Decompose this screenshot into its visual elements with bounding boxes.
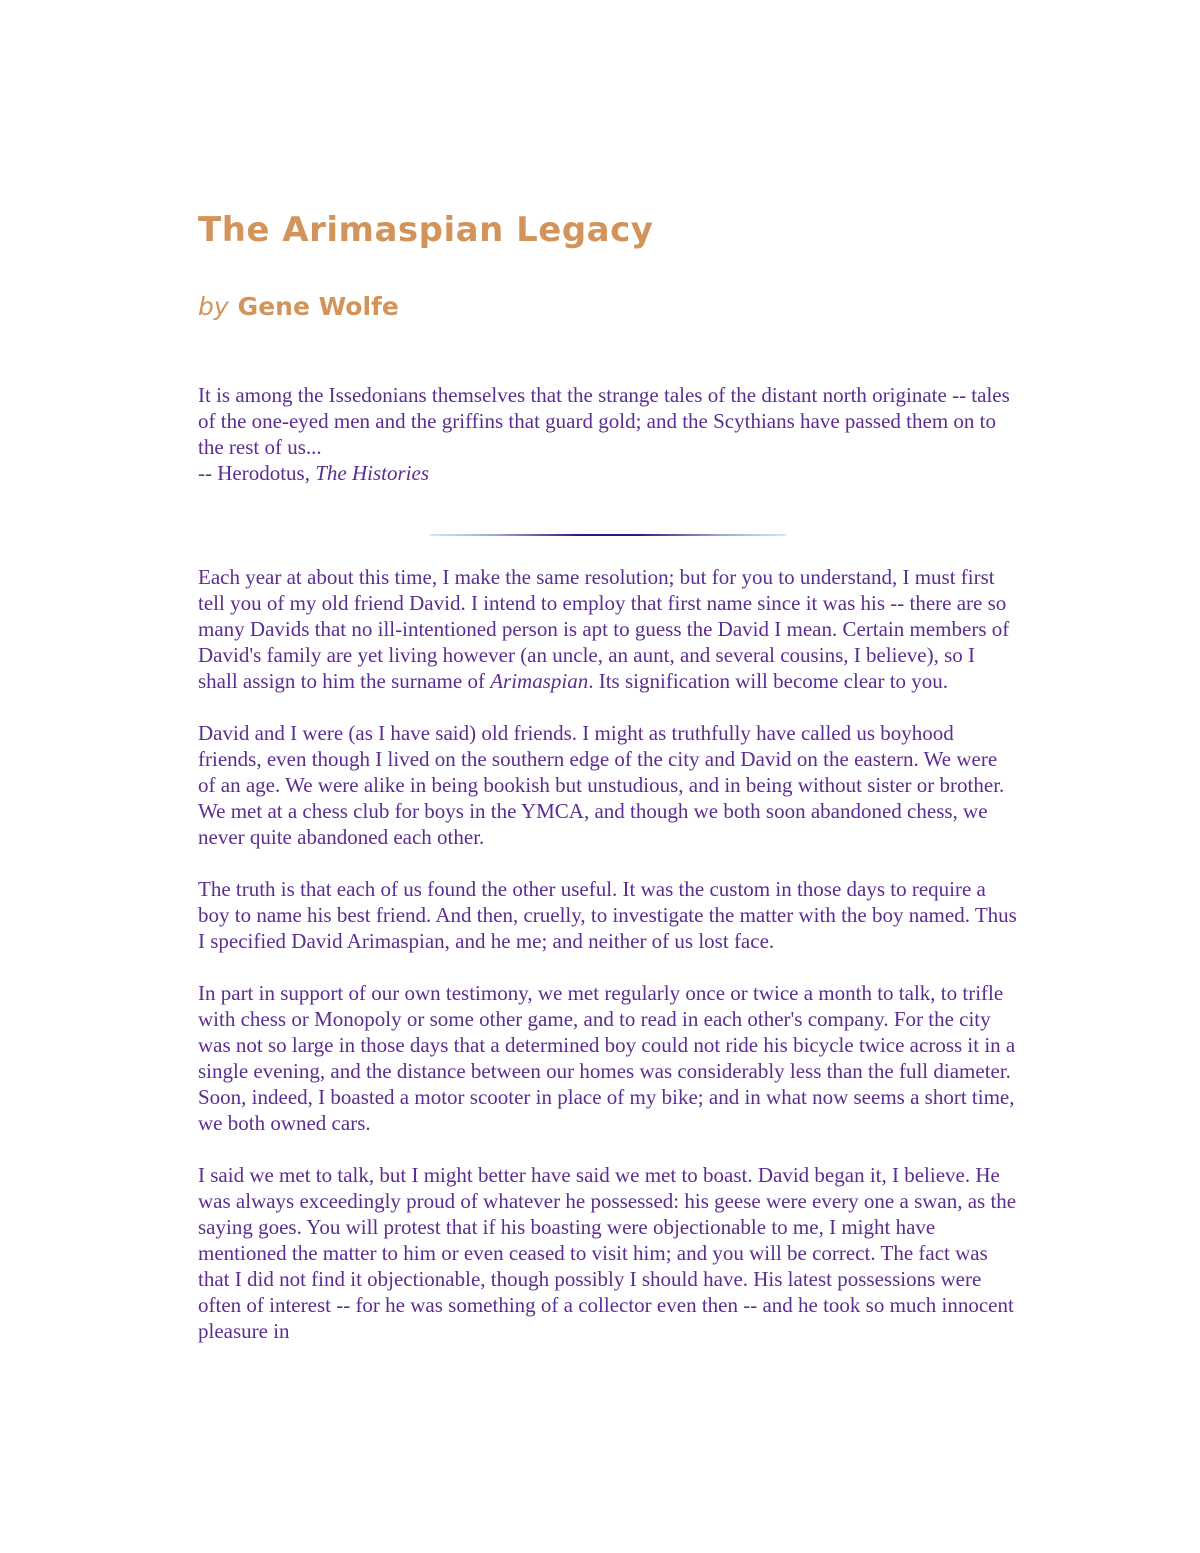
- story-paragraph: [198, 564, 1018, 694]
- story-paragraph: [198, 720, 1018, 850]
- story-paragraph: [198, 876, 1018, 954]
- epigraph-quote: It is among the Issedonians themselves that the strange tales of the distant north originate -- tales of the one-eyed men and the griffins that guard gold; and the Scythians have passed them on to the rest of us...: [198, 383, 1010, 459]
- byline-prefix: by: [198, 292, 229, 321]
- story-text: The truth is that each of us found the other useful. It was the custom in those days to require a boy to name his best friend. And then, cruelly, to investigate the matter with the boy named. Thus I specified David Arimaspian, and he me; and neither of us lost face.: [198, 877, 1017, 953]
- section-divider: [430, 534, 786, 536]
- story-text: David and I were (as I have said) old friends. I might as truthfully have called us boyhood friends, even though I lived on the southern edge of the city and David on the eastern. We were of an age. We were alike in being bookish but unstudious, and in being without sister or brother. We met at a chess club for boys in the YMCA, and though we both soon abandoned chess, we never quite abandoned each other.: [198, 721, 1005, 849]
- epigraph-attribution: [198, 460, 1018, 486]
- epigraph-work-title: The Histories: [315, 461, 429, 485]
- story-paragraph: [198, 1162, 1018, 1344]
- epigraph-attribution-prefix: -- Herodotus,: [198, 461, 316, 485]
- epigraph: [198, 382, 1018, 486]
- byline: [198, 292, 1018, 322]
- page-title: The Arimaspian Legacy: [198, 210, 654, 250]
- byline-author: Gene Wolfe: [237, 292, 399, 321]
- story-text: I said we met to talk, but I might better have said we met to boast. David began it, I believe. He was always exceedingly proud of whatever he possessed: his geese were every one a swan, as the saying goes. You will protest that if his boasting were objectionable to me, I might have mentioned the matter to him or even ceased to visit him; and you will be correct. The fact was that I did not find it objectionable, though possibly I should have. His latest possessions were often of interest -- for he was something of a collector even then -- and he took so much innocent pleasure in: [198, 1163, 1017, 1343]
- story-text-italic: Arimaspian: [490, 669, 589, 693]
- story-text: In part in support of our own testimony, we met regularly once or twice a month to talk, to trifle with chess or Monopoly or some other game, and to read in each other's company. For the city was not so large in those days that a determined boy could not ride his bicycle twice across it in a single evening, and the distance between our homes was considerably less than the full diameter. Soon, indeed, I boasted a motor scooter in place of my bike; and in what now seems a short time, we both owned cars.: [198, 981, 1016, 1135]
- story-paragraph: [198, 980, 1018, 1136]
- story-text: Each year at about this time, I make the same resolution; but for you to understand, I must first tell you of my old friend David. I intend to employ that first name since it was his -- there are so many Davids that no ill-intentioned person is apt to guess the David I mean. Certain members of David's family are yet living however (an uncle, an aunt, and several cousins, I believe), so I shall assign to him the surname of: [198, 565, 1010, 693]
- story-text: . Its signification will become clear to you.: [588, 669, 949, 693]
- story-body: [198, 564, 1018, 1344]
